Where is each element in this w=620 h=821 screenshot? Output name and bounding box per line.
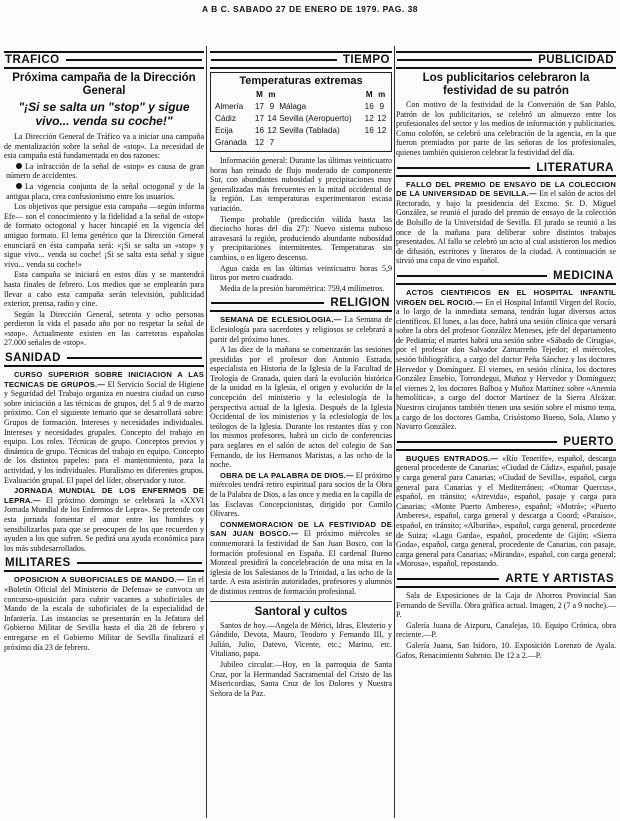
literatura-paragraph: FALLO DEL PREMIO DE ENSAYO DE LA COLECCION DE LA UNIVERSIDAD DE SEVILLA.— En el salón de actos del Rectorado, y bajo la presidencia del Excmo. Sr. D. Miguel González, se reunió el jurado del premio de ensayo de la colección de Bolsillo de la Universidad de Sevilla. El jurado se reunió a las once de la mañana para deliberar sobre distintos trabajos presentados. Al fallo se celebró un acto al cual asistieron los medios de difusión, escritores y literatos de la ciudad. A continuación se sirvió una copa de vino español. <box>396 179 616 266</box>
city-name: Málaga <box>279 102 307 111</box>
column-rule <box>394 46 395 818</box>
trafico-paragraph: Según la Dirección General, setenta y ocho personas perdieron la vida el pasado año por no respetar la señal de «stop». Actualmente existen en las carreteras españolas 27.000 señales de «stop». <box>4 309 204 348</box>
section-header-tiempo: TIEMPO <box>210 51 392 69</box>
section-header-sanidad: SANIDAD <box>4 351 204 367</box>
running-head: A B C. SABADO 27 DE ENERO DE 1979. PAG. 38 <box>201 4 419 14</box>
column-rule <box>206 46 207 818</box>
arte-paragraph: Galería Juana de Aizpuru, Canalejas, 10. Equipo Crónica, obra reciente.—P. <box>396 620 616 640</box>
santoral-headline: Santoral y cultos <box>254 605 348 618</box>
temperature-value: 16 <box>254 126 265 135</box>
section-header-trafico: TRAFICO <box>4 51 204 69</box>
santoral-paragraph: Jubileo circular.—Hoy, en la parroquia de Santa Cruz, por la Hermandad Sacramental del Cristo de las Misericordias, Santa Cruz de los Dolores y Nuestra Señora de la Paz. <box>210 659 392 698</box>
temperature-value: 7 <box>269 138 275 147</box>
city-name: Sevilla (Aeropuerto) <box>279 114 352 123</box>
temperature-row <box>214 113 388 125</box>
temperature-row <box>214 125 388 137</box>
publicidad-headline: Los publicitarios celebraron la festividad de su patrón <box>422 72 590 97</box>
santoral-paragraph: Santos de hoy.—Angela de Mérici, Idras, Eleuterio y Gándido, Devota, Mauro, Teodoro y Fernando III, y Julián, Julio, Datevo, Vicente, etc.; Marino, etc. Vitaliano, papa. <box>210 620 392 659</box>
temperature-value: 12 <box>364 114 374 123</box>
puerto-paragraph: BUQUES ENTRADOS.— «Río Tenerife», español, descarga general procedente de Canarias; «Ciudad de Cádiz», español, pasaje y carga general para Canarias; «Ciudad de Sevilla», español, carga general para Canarias y el Mediterráneo; «Otomar Quercus», español, en tránsito; «Atrevida», español, pasaje y carga para Canarias; «Monte Puerto Amberes», español; «Motrá»; «Puerto Amberes», español, carga general y descarga a Coord; «Paraíso», español, en tránsito; «Albariña», español, carga general, procedente de Suiza; «Lago Garda», español, procedente de Gijón; «Sierra Goda», español, carga general, procedente de Canarias, con pasaje, carga general para Canarias; «Miranda», español, con carga general; «Morosa», español, repostando. <box>396 453 616 569</box>
temperature-value <box>375 137 388 149</box>
trafico-paragraph: Esta campaña se iniciará en estos días y se mantendrá hasta finales de febrero. Los medios que se emplearán para llevar a cabo esta campaña serán televisión, publicidad exterior, prensa, radio y cine. <box>4 270 204 309</box>
trafico-bullet: La vigencia conjunta de la señal octogonal y de la antigua placa, crea confusionismo entre los usuarios. <box>6 181 204 201</box>
religion-paragraph: SEMANA DE ECLESIOLOGIA.— La Semana de Eclesiología para sacerdotes y religiosos se celebrará a partir del próximo lunes. <box>210 315 392 344</box>
temperature-value: 12 <box>267 126 277 135</box>
section-header-arte: ARTE Y ARTISTAS <box>396 572 616 588</box>
sanidad-paragraph: CURSO SUPERIOR SOBRE INICIACION A LAS TECNICAS DE GRUPOS.— El Servicio Social de Higiene y Seguridad del Trabajo organiza en nuestra ciudad un curso sobre iniciación a las técnicas de grupos, del 5 al 9 de marzo próximo. Con el siguiente temario que se desarrollará sobre: Grupos de formación. Intereses y necesidades individuales. Intereses y necesidades grupales. Concepto del trabajo en equipo. Los roles. Técnicas de grupo. Conceptos previos y dinámica de grupo. Técnicas del trabajo en equipo. Concepto de los distintos papeles: para el mantenimiento, para la actividad, y los individuales. Pluralismo en diferentes grupos. Evaluación grupal. El papel del líder, observador y tutor. <box>4 370 204 485</box>
bullet-icon <box>16 163 22 169</box>
trafico-bullet: La infracción de la señal de «stop» es causa de gran número de accidentes. <box>6 161 204 181</box>
temperatures-box <box>210 72 392 152</box>
publicidad-paragraph: Con motivo de la festividad de la Conversión de San Pablo, Patrón de los publicitarios, se celebró un almuerzo entre los profesionales del sector y los medios de información y publicitarios. Como colofón, se celebró una celebración de la agencia, en la que fueron premiados por parte de las señoras de los profesionales, quienes también quisieron celebrar la festividad del día. <box>396 100 616 157</box>
divider <box>210 601 392 602</box>
temperature-value: 16 <box>364 102 374 111</box>
temperature-value: 14 <box>267 114 277 123</box>
section-header-publicidad: PUBLICIDAD <box>396 51 616 69</box>
temperature-value: 9 <box>269 102 275 111</box>
religion-paragraph: CONMEMORACION DE LA FESTIVIDAD DE SAN JUAN BOSCO.— El próximo miércoles se conmemorará la festividad de San Juan Bosco, con la formación profesional en España. El cardenal Bueno Monreal presidirá la concelebración de una misa en la iglesia de los Salesianos de la Trinidad, a las ocho de la tarde. A esta asistirán autoridades, profesores y alumnos de distintos centros de formación profesional. <box>210 519 392 596</box>
column-left <box>4 48 204 818</box>
tiempo-paragraph: Información general: Durante las últimas veinticuatro horas han reinado de flujo moderado de componente Sur, con abundantes nubosidad y precipitaciones muy generalizadas más frecuentes en la mitad occidental de la región. Las temperaturas experimentaron escasa variación. <box>210 156 392 213</box>
temperature-value <box>363 137 375 149</box>
temperature-value: 12 <box>377 126 387 135</box>
city-name: Cádiz <box>215 114 236 123</box>
city-name: Almería <box>215 102 244 111</box>
city-name: Ecija <box>215 126 233 135</box>
militares-paragraph: OPOSICION A SUBOFICIALES DE MANDO.— En el «Boletín Oficial del Ministerio de Defensa» se convoca un concurso-oposición para cubrir vacantes a suboficiales de Mando de la escala de suboficiales de la especialidad de Infantería. Las instancias se presentarán en la Jefatura del Gobierno Militar de Sevilla hasta el día 28 de febrero y entregarse en el Gobierno Militar de Sevilla finalizará el próximo día 23 de febrero. <box>4 575 204 652</box>
section-header-militares: MILITARES <box>4 556 204 572</box>
section-header-literatura: LITERATURA <box>396 161 616 177</box>
trafico-subheadline: "¡Si se salta un "stop" y sigue vivo... venda su coche!" <box>18 100 190 128</box>
temperatures-table: M m M m Almería 17 9 Málaga 16 9 Cádiz 17 14 Sevilla (Aeropuerto) 12 12 Ecija 16 12 Sevilla (Tablada) 16 12 Granada 12 7 <box>215 90 387 147</box>
temperature-value: 12 <box>254 138 265 147</box>
religion-paragraph: A las diez de la mañana se comenzarán las sesiones presididas por el profesor don Antonio Estrada, especialista en Historia de la Iglesia de la Facultad de Teología de Granada, quien dará la evolución histórica de la unidad en la Iglesia, el origen y evolución de la concepción del ministerio y la eclesiología de la perspectiva actual de la Iglesia. Después de la Iglesia Occidental de los ministerios y la eclesiología de los teólogos de la Iglesia. Durante los restantes días y con los mismos profesores, habrá un ciclo de conferencias para seglares en el salón de actos del colegio de San Fernando, de los Hermanos Maristas, a las ocho de la noche. <box>210 345 392 470</box>
religion-paragraph: OBRA DE LA PALABRA DE DIOS.— El próximo miércoles tendrá retiro espiritual para socios de la Obra de la Palabra de Dios, a las once y media en la capilla de las Esclavas Concepcionistas, dirigido por Camilo Olivares. <box>210 470 392 519</box>
arte-paragraph: Galería Juana, San Isidoro, 10. Exposición Lorenzo de Ayala. Gafos, Renacimiento Subroto. De 12 a 2.—P. <box>396 640 616 660</box>
city-name: Granada <box>215 138 247 147</box>
temperature-row <box>214 101 388 113</box>
temperature-value: 16 <box>364 126 374 135</box>
temperature-value: 9 <box>379 102 384 111</box>
tiempo-paragraph: Agua caída en las últimas veinticuatro horas 5,9 litros por metro cuadrado. <box>210 263 392 283</box>
temperature-row <box>214 137 388 149</box>
sanidad-paragraph: JORNADA MUNDIAL DE LOS ENFERMOS DE LEPRA.— El próximo domingo se celebrará la «XXVI Jornada Mundial de los Enfermos de Lepra». Se pretende con esta jornada fomentar el amor entre los hombres y sensibilizarlos para que se preocupen de los que recuerden y ayuden a los que sufren. Se pedirá una ayuda económica para los más subdesarrollados. <box>4 486 204 553</box>
section-header-puerto: PUERTO <box>396 435 616 451</box>
column-right <box>396 48 616 818</box>
trafico-paragraph: La Dirección General de Tráfico va a iniciar una campaña de mentalización sobre la señal de «stop». La necesidad de esta campaña está fundamentada en dos razones: <box>4 132 204 161</box>
bullet-icon <box>16 183 22 189</box>
tiempo-paragraph: Tiempo probable (predicción válida hasta las dieciocho horas del día 27): Nuevo sistema nuboso atravesará la región, produciendo abundante nubosidad y precipitaciones intermitentes. Temperaturas sin cambios, o en ligero descenso. <box>210 214 392 262</box>
temperature-value: 12 <box>377 114 387 123</box>
tiempo-paragraph: Media de la presión barométrica: 759,4 milímetros. <box>220 283 385 293</box>
section-header-medicina: MEDICINA <box>396 269 616 285</box>
medicina-paragraph: ACTOS CIENTIFICOS EN EL HOSPITAL INFANTIL VIRGEN DEL ROCIO.— En el Hospital Infantil Virgen del Rocío, a lo largo de la inmediata semana, tendrán lugar diversos actos científicos. El lunes, a las doce, habrá una sesión clínica que versará sobre la obra del profesor González Meneses, jefe del departamento de Pediatría; el martes habrá una sesión sobre «Sábado de Cirugía», por el profesor don Salvador Zamarreño Tejedor; el miércoles, sesión bibliográfica, a cargo del doctor Peña Sánchez y los doctores Hervedor y Domínguez. El viernes, en sesión clínica, los doctores González Ensebio, Torrondegui, Muñoz y Hervedor y Domínguez; el viernes 2, los doctores Balboa y Muñoz Martínez sobre «Anemia hemolítica», a cargo del doctor Martínez de la Sierra Alcázar. Nuestros cirujanos también tienen una sesión sobre el mismo tema, a cargo de los doctores Gamba, Crisóstomo Bueno, Sola, Alamo y Navarro González. <box>396 287 616 432</box>
section-header-religion: RELIGION <box>210 296 392 312</box>
trafico-paragraph: Los objetivos que persigue esta campaña —según informa Efe— son el conocimiento y la fidelidad a la señal de «stop» de formato octogonal y hacer hincapié en la vigencia del antiguo formato. El lema genérico que la Dirección General enunciará en ésta campaña será: «¡Si se salta un «stop» y sigue vivo... venda su coche! ¡Si se salta esta señal y sigue vivo... venda su coche!» <box>4 202 204 269</box>
trafico-headline: Próxima campaña de la Dirección General <box>12 72 196 97</box>
column-middle <box>210 48 392 818</box>
city-name <box>278 137 363 149</box>
city-name: Sevilla (Tablada) <box>279 126 340 135</box>
arte-paragraph: Sala de Exposiciones de la Caja de Ahorros Provincial San Fernando de Sevilla. Obra gráfica actual. Imagen, 2 (7 a 9 noche).—P. <box>396 590 616 620</box>
temperatures-title: Temperaturas extremas <box>239 75 363 87</box>
temperature-value: 17 <box>254 102 265 111</box>
temperature-value: 17 <box>254 114 265 123</box>
